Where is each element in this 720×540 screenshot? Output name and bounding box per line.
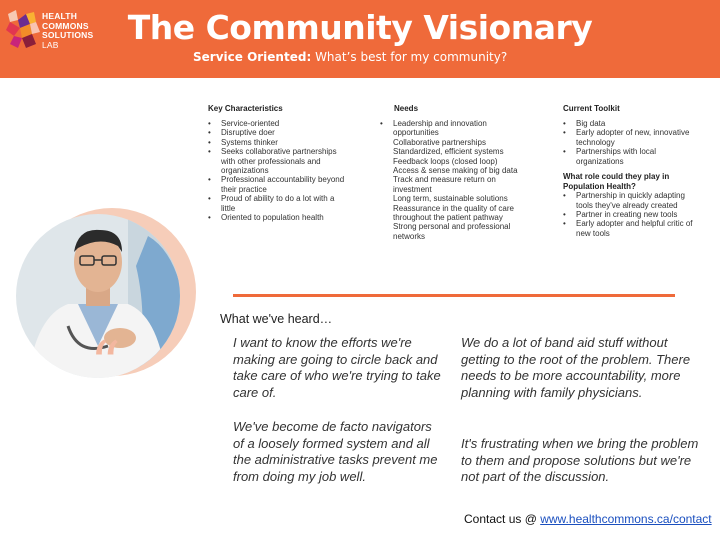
role-item: • Partnership in quickly adapting bbox=[563, 191, 713, 200]
key-characteristic-item: organizations bbox=[221, 166, 269, 176]
quote-mark-icon: “ bbox=[90, 329, 121, 399]
key-characteristics-heading: Key Characteristics bbox=[208, 104, 283, 113]
role-heading-line-1: What role could they play in bbox=[563, 172, 670, 182]
toolkit-item: • Early adopter of new, innovative bbox=[563, 128, 713, 137]
need-item: • Leadership and innovation bbox=[380, 119, 558, 128]
quote-3: We do a lot of band aid stuff without getting to the root of the problem. There needs to be more accountability, more planning with family physicians. bbox=[461, 335, 691, 401]
subtitle-rest: What’s best for my community? bbox=[311, 50, 508, 64]
quotes-heading: What we've heard… bbox=[220, 312, 333, 326]
need-item: networks bbox=[393, 231, 426, 241]
key-characteristic-item: • Professional accountability beyond bbox=[208, 175, 376, 184]
need-item: Track and measure return on bbox=[393, 175, 496, 185]
toolkit-item: • Partnerships with local bbox=[563, 147, 713, 156]
need-item: Access & sense making of big data bbox=[393, 166, 518, 176]
subtitle-bold: Service Oriented: bbox=[193, 50, 312, 64]
logo-line-1: HEALTH bbox=[42, 11, 78, 21]
key-characteristic-item: • Proud of ability to do a lot with a bbox=[208, 194, 376, 203]
section-divider bbox=[233, 294, 675, 297]
role-heading bbox=[563, 172, 713, 191]
needs-column bbox=[380, 104, 558, 241]
key-characteristics-column bbox=[208, 104, 376, 222]
need-item: opportunities bbox=[393, 128, 439, 138]
key-characteristic-item: their practice bbox=[221, 184, 267, 194]
key-characteristic-item: • Service-oriented bbox=[208, 119, 376, 128]
need-item: Long term, sustainable solutions bbox=[393, 194, 508, 204]
needs-heading: Needs bbox=[394, 104, 419, 113]
contact-label: Contact us @ bbox=[464, 512, 541, 526]
page-title: The Community Visionary bbox=[127, 8, 593, 47]
role-item: • Partner in creating new tools bbox=[563, 210, 713, 219]
role-item: new tools bbox=[576, 228, 610, 238]
needs-list bbox=[380, 119, 558, 241]
logo-line-2: COMMONS bbox=[42, 20, 89, 31]
toolkit-item: organizations bbox=[576, 156, 624, 166]
key-characteristics-list bbox=[208, 119, 376, 222]
key-characteristic-item: • Disruptive doer bbox=[208, 128, 376, 137]
key-characteristic-item: • Systems thinker bbox=[208, 138, 376, 147]
need-item: Reassurance in the quality of care bbox=[393, 203, 514, 213]
role-item: • Early adopter and helpful critic of bbox=[563, 219, 713, 228]
logo-line-3: SOLUTIONS bbox=[42, 30, 94, 40]
contact-footer bbox=[464, 512, 712, 526]
quote-4: It's frustrating when we bring the problem to them and propose solutions but we're not part of the discussion. bbox=[461, 436, 699, 485]
logo-line-4: LAB bbox=[42, 39, 59, 50]
toolkit-item: technology bbox=[576, 137, 615, 147]
key-characteristic-item: little bbox=[221, 203, 236, 213]
current-toolkit-column bbox=[563, 104, 713, 238]
need-item: investment bbox=[393, 184, 432, 194]
quote-2: We've become de facto navigators of a loosely formed system and all the administrative tasks prevent me from doing my job well. bbox=[233, 419, 438, 485]
page-subtitle bbox=[193, 50, 507, 64]
need-item: Standardized, efficient systems bbox=[393, 147, 504, 157]
key-characteristic-item: • Oriented to population health bbox=[208, 213, 376, 222]
role-list bbox=[563, 191, 713, 238]
contact-link[interactable]: www.healthcommons.ca/contact bbox=[540, 512, 712, 526]
persona-table bbox=[208, 104, 712, 264]
header-banner bbox=[0, 0, 720, 78]
current-toolkit-list bbox=[563, 119, 713, 166]
key-characteristic-item: with other professionals and bbox=[221, 156, 321, 166]
need-item: Feedback loops (closed loop) bbox=[393, 156, 498, 166]
role-item: tools they've already created bbox=[576, 200, 678, 210]
need-item: Collaborative partnerships bbox=[393, 137, 486, 147]
role-heading-line-2: Population Health? bbox=[563, 181, 636, 191]
toolkit-item: • Big data bbox=[563, 119, 713, 128]
current-toolkit-heading: Current Toolkit bbox=[563, 104, 620, 113]
key-characteristic-item: • Seeks collaborative partnerships bbox=[208, 147, 376, 156]
need-item: Strong personal and professional bbox=[393, 222, 511, 232]
need-item: throughout the patient pathway bbox=[393, 213, 503, 223]
quote-1: I want to know the efforts we're making are going to circle back and take care of who we're trying to take care of. bbox=[233, 335, 441, 401]
